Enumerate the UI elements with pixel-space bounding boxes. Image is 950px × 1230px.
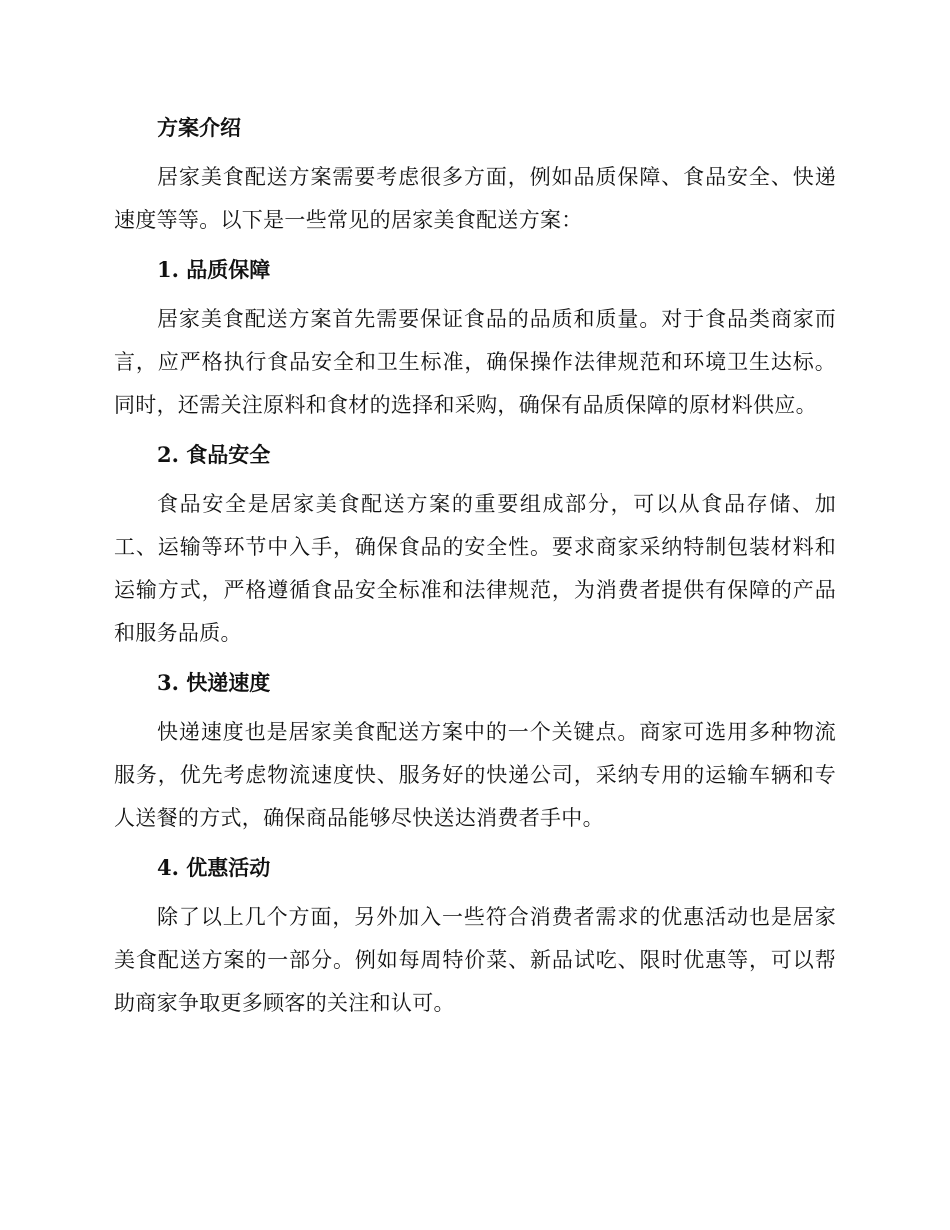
section-body-intro: 居家美食配送方案需要考虑很多方面，例如品质保障、食品安全、快递速度等等。以下是一些常见的居家美食配送方案： bbox=[114, 165, 836, 232]
section-body-food-safety: 食品安全是居家美食配送方案的重要组成部分，可以从食品存储、加工、运输等环节中入手，确保食品的安全性。要求商家采纳特制包装材料和运输方式，严格遵循食品安全标准和法律规范，为消费者提供有保障的产品和服务品质。 bbox=[114, 492, 836, 645]
section-heading-delivery-speed: 3. 快递速度 bbox=[157, 670, 271, 695]
section-body-quality: 居家美食配送方案首先需要保证食品的品质和质量。对于食品类商家而言，应严格执行食品安全和卫生标准，确保操作法律规范和环境卫生达标。同时，还需关注原料和食材的选择和采购，确保有品质保障的原材料供应。 bbox=[114, 307, 836, 417]
section-heading-promotions: 4. 优惠活动 bbox=[157, 855, 271, 880]
section-heading-quality: 1. 品质保障 bbox=[157, 257, 271, 282]
section-heading-intro: 方案介绍 bbox=[157, 115, 241, 140]
section-body-promotions: 除了以上几个方面，另外加入一些符合消费者需求的优惠活动也是居家美食配送方案的一部分。例如每周特价菜、新品试吃、限时优惠等，可以帮助商家争取更多顾客的关注和认可。 bbox=[114, 905, 836, 1015]
section-heading-food-safety: 2. 食品安全 bbox=[157, 442, 271, 467]
section-body-delivery-speed: 快递速度也是居家美食配送方案中的一个关键点。商家可选用多种物流服务，优先考虑物流速度快、服务好的快递公司，采纳专用的运输车辆和专人送餐的方式，确保商品能够尽快送达消费者手中。 bbox=[114, 720, 836, 830]
